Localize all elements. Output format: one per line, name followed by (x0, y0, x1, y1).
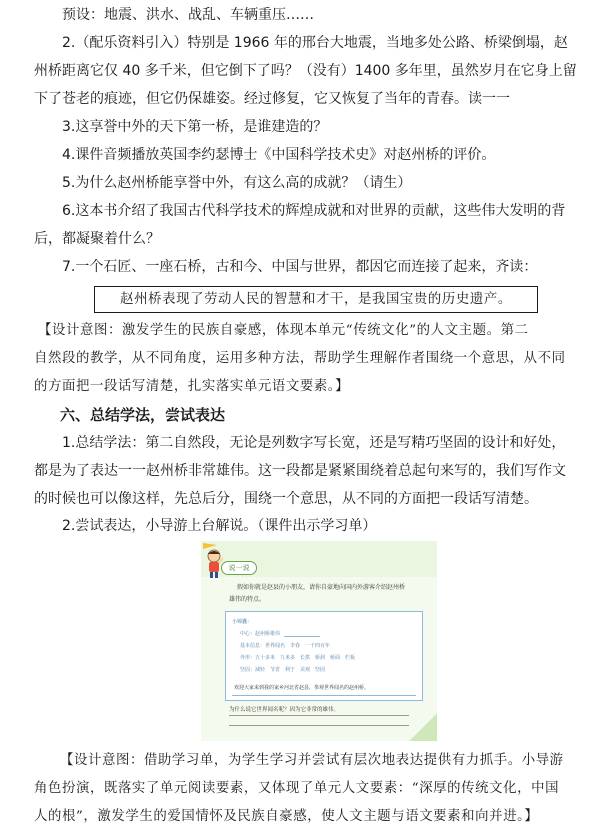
item-4: 4.课件音频播放英国李约瑟博士《中国科学技术史》对赵州桥的评价。 (62, 147, 496, 163)
worksheet-tip-card (225, 611, 423, 701)
quote-box (94, 286, 538, 313)
worksheet-rule-1 (229, 715, 415, 716)
section-6-heading: 六、总结学法，尝试表达 (60, 406, 226, 424)
page-fold (409, 713, 437, 741)
boy-icon (205, 549, 223, 579)
section-6-p1-line-3: 的时候也可以像这样，先总后分，围绕一个意思，从不同的方面把一段话写清楚。 (34, 491, 538, 507)
paragraph-6-line-1: 6.这本书介绍了我国古代科学技术的辉煌成就和对世界的贡献，这些伟大发明的背 (62, 203, 566, 219)
tip-row-welcome: 欢迎大家来到我的家乡河北省赵县，参观世界闻名的赵州桥。 (234, 685, 370, 691)
flag-icon (201, 541, 225, 551)
worksheet-intro-2: 雄伟的特点。 (229, 596, 266, 603)
item-7: 7.一个石匠、一座石桥，古和今、中国与世界，都因它而连接了起来，齐读： (62, 259, 538, 275)
design-intent-2-line-1: 【设计意图：借助学习单，为学生学习并尝试有层次地表达提供有力抓手。小导游 (60, 753, 564, 768)
question-3: 3.这享誉中外的天下第一桥，是谁建造的？ (62, 119, 328, 135)
design-intent-2-line-2: 角色扮演，既落实了单元阅读要素，又体现了单元人文要素：“深厚的传统文化，中国 (34, 781, 560, 796)
tip-line (232, 695, 416, 696)
tip-row-info: 基本信息：世界闻名 李春 一千四百年 (240, 643, 331, 649)
paragraph-2-line-3: 下了苍老的痕迹，但它仍保雄姿。经过修复，它又恢复了当年的青春。读一一 (34, 91, 510, 107)
worksheet-tag: 说一说 (221, 561, 257, 575)
worksheet-image (201, 541, 437, 741)
tip-row-center: 中心：赵州桥雄伟 (240, 631, 281, 637)
tip-row-shape: 外形：五十多米 九米多 长拱 桥洞 桥面 栏板 (240, 655, 356, 661)
tip-blank-1 (284, 636, 320, 637)
worksheet-rule-2 (229, 725, 415, 726)
quote-text: 赵州桥表现了劳动人民的智慧和才干，是我国宝贵的历史遗产。 (120, 292, 512, 307)
tip-card-title: 小锦囊： (232, 619, 253, 625)
section-6-p2: 2.尝试表达，小导游上台解说。（课件出示学习单） (62, 518, 377, 534)
design-intent-1-line-2: 自然段的教学，从不同角度，运用多种方法，帮助学生理解作者围绕一个意思，从不同 (34, 351, 566, 366)
question-5: 5.为什么赵州桥能享誉中外，有这么高的成就？（请生） (62, 175, 412, 191)
section-6-p1-line-1: 1.总结学法：第二自然段，无论是列数字写长宽，还是写精巧坚固的设计和好处， (62, 435, 566, 451)
paragraph-6-line-2: 后，都凝聚着什么？ (34, 231, 160, 247)
worksheet-intro-1: 假如你就是赵县的小朋友，请你自豪地向国内外游客介绍赵州桥 (237, 584, 406, 591)
design-intent-2-line-3: 人的根”，激发学生的爱国情怀及民族自豪感，使人文主题与语文要素和向并进。】 (34, 809, 539, 824)
section-6-p1-line-2: 都是为了表达一一赵州桥非常雄伟。这一段都是紧紧围绕着总起句来写的，我们写作文 (34, 463, 566, 479)
design-intent-1-line-1: 【设计意图：激发学生的民族自豪感，体现本单元“传统文化”的人文主题。第二 (38, 323, 529, 338)
tip-row-strong: 坚固：减轻 节省 利于 美观 坚固 (240, 667, 326, 673)
paragraph-2-line-2: 州桥距离它仅 40 多千米，但它倒下了吗？（没有）1400 多年里，虽然岁月在它身上留 (34, 63, 577, 79)
preset-line: 预设：地震、洪水、战乱、车辆重压…… (62, 7, 314, 23)
design-intent-1-line-3: 的方面把一段话写清楚，扎实落实单元语文要素。】 (34, 379, 350, 394)
paragraph-2-line-1: 2.（配乐资料引入）特别是 1966 年的邢台大地震，当地多处公路、桥梁倒塌，赵 (62, 35, 568, 51)
worksheet-question: 为什么说它世界闻名呢？因为它非常的雄伟。 (229, 707, 340, 713)
